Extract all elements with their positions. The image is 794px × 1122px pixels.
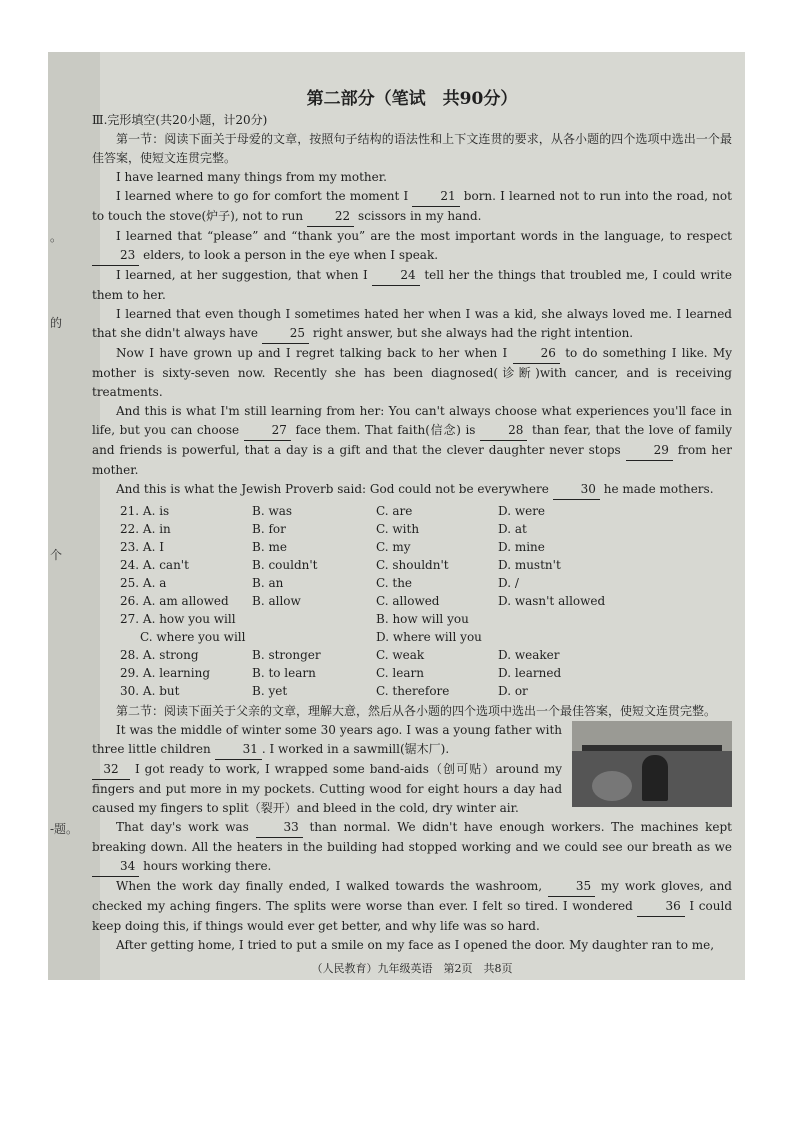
left-fragment: 。 (50, 230, 63, 244)
blank-25: 25 (262, 324, 309, 344)
passage-para: I learned, at her suggestion, that when I 24 tell her the things that troubled me, I could write them to her. (92, 268, 732, 302)
blank-21: 21 (412, 187, 459, 207)
passage-para: After getting home, I tried to put a smile on my face as I opened the door. My daughter ran to me, (116, 938, 715, 952)
option-row: 21. A. is B. was C. are D. were (120, 504, 546, 518)
blank-36: 36 (637, 897, 684, 917)
left-fragment: -题。 (50, 822, 79, 836)
blank-24: 24 (372, 266, 419, 286)
passage-para: Now I have grown up and I regret talking back to her when I 26 to do something I like. My mother is sixty-seven now. Recently she has been diagnosed(诊断)with cancer, and is receiving treatments. (92, 346, 732, 399)
options-list (120, 502, 732, 700)
exam-page (92, 82, 732, 978)
scanned-page (48, 52, 745, 980)
option-row: 23. A. I B. me C. my D. mine (120, 540, 545, 554)
option-row: 30. A. but B. yet C. therefore D. or (120, 684, 528, 698)
passage-para: I learned that “please” and “thank you” are the most important words in the language, to respect 23 elders, to look a person in the eye when I speak. (92, 227, 732, 266)
option-row: 22. A. in B. for C. with D. at (120, 522, 527, 536)
option-row: 29. A. learning B. to learn C. learn D. learned (120, 666, 562, 680)
left-fragment: 的 (50, 316, 63, 330)
blank-22: 22 (307, 207, 354, 227)
passage-para: I learned that even though I sometimes hated her when I was a kid, she always loved me. I learned that she didn't always have 25 right answer, but she always had the right intention. (92, 305, 732, 344)
option-row: 28. A. strong B. stronger C. weak D. weaker (120, 648, 560, 662)
sawmill-photo (572, 721, 732, 807)
passage-para: It was the middle of winter some 30 years ago. I was a young father with three little children 31 . I worked in a sawmill(锯木厂). (92, 721, 562, 760)
blank-23: 23 (92, 246, 139, 266)
passage-para: That day's work was 33 than normal. We didn't have enough workers. The machines kept breaking down. All the heaters in the building had stopped working and we could see our breath as we 34 hours working there. (92, 818, 732, 877)
passage-para: And this is what the Jewish Proverb said: God could not be everywhere 30 he made mothers. (92, 480, 732, 500)
left-fragment: 个 (50, 548, 63, 562)
page-footer: （人民教育）九年级英语 第2页 共8页 (311, 962, 513, 975)
passage-para: And this is what I'm still learning from her: You can't always choose what experiences you'll face in life, but you can choose 27 face them. That faith(信念) is 28 than fear, that the love of family and friends is powerful, that a day is a gift and that the clever daughter never stops 29 from her mother. (92, 404, 733, 477)
option-row: C. where you will D. where will you (140, 630, 482, 644)
passage-para: When the work day finally ended, I walked towards the washroom, 35 my work gloves, and checked my aching fingers. The splits were worse than ever. I felt so tired. I wondered 36 I could keep doing this, if things would ever get better, and why life was so hard. (92, 879, 733, 933)
passage-para: I have learned many things from my mother. (116, 170, 387, 184)
option-row: 25. A. a B. an C. the D. / (120, 576, 519, 590)
blank-35: 35 (548, 877, 595, 897)
passage-para: I learned where to go for comfort the moment I 21 born. I learned not to run into the road, not to touch the stove(炉子), not to run 22 scissors in my hand. (92, 187, 732, 227)
blank-33: 33 (256, 818, 303, 838)
section-heading: Ⅲ.完形填空(共20小题，计20分) (92, 113, 268, 127)
blank-27: 27 (244, 421, 291, 441)
option-row: 27. A. how you will B. how will you (120, 612, 469, 626)
page-title: 第二部分（笔试 共90分） (306, 89, 518, 109)
blank-34: 34 (92, 857, 139, 877)
blank-32: 32 (92, 760, 130, 780)
passage2-top (92, 721, 732, 818)
blank-29: 29 (626, 441, 673, 461)
passage-para: 32 I got ready to work, I wrapped some band-aids（创可贴）around my fingers and put more in my pockets. Cutting wood for eight hours a day had caused my fingers to split（裂开）and bleed in the cold, dry winter air. (92, 762, 562, 815)
blank-31: 31 (215, 740, 262, 760)
option-row: 26. A. am allowed B. allow C. allowed D. wasn't allowed (120, 594, 606, 608)
blank-30: 30 (553, 480, 600, 500)
part2-instruction: 第二节：阅读下面关于父亲的文章，理解大意，然后从各小题的四个选项中选出一个最佳答案，使短文连贯完整。 (116, 704, 717, 718)
blank-28: 28 (480, 421, 527, 441)
blank-26: 26 (513, 344, 560, 364)
part1-instruction: 第一节：阅读下面关于母爱的文章，按照句子结构的语法性和上下文连贯的要求，从各小题的四个选项中选出一个最佳答案，使短文连贯完整。 (92, 132, 732, 165)
option-row: 24. A. can't B. couldn't C. shouldn't D. mustn't (120, 558, 561, 572)
